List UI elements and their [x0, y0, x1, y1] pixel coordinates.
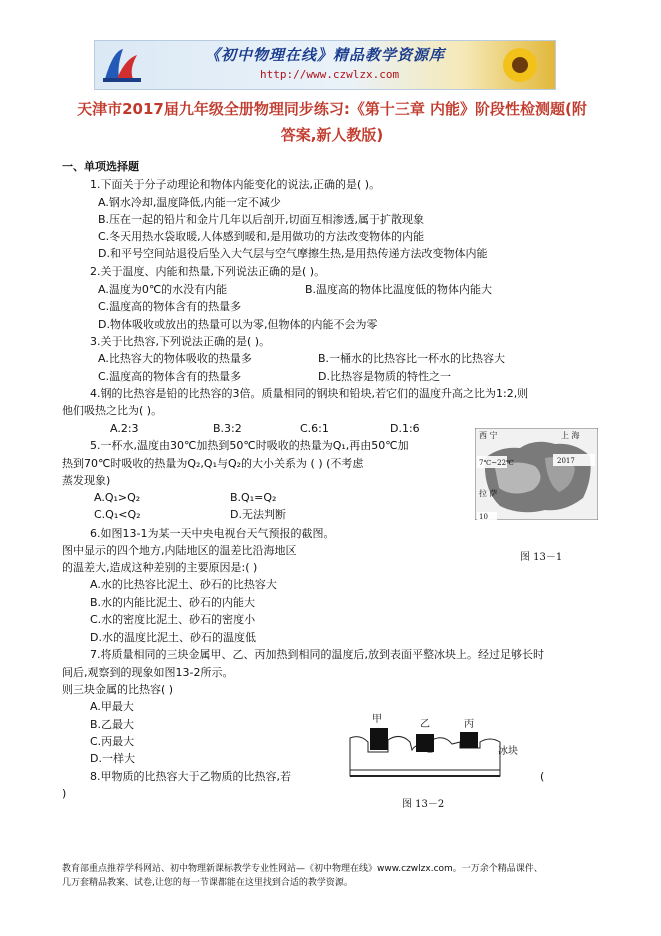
q4-stem-line1: 4.钢的比热容是铅的比热容的3倍。质量相同的钢块和铅块,若它们的温度升高之比为1:2,则 — [90, 387, 529, 400]
figure-13-2-caption: 图 13－2 — [402, 799, 445, 810]
q3-option-d: D.比热容是物质的特性之一 — [318, 370, 451, 383]
q7-stem-line2: 间后,观察到的现象如图13-2所示。 — [62, 666, 234, 679]
weather-map-figure — [475, 428, 598, 520]
footer-line2: 几万套精品教案、试卷,让您的每一节课都能在这里找到合适的教学资源。 — [62, 878, 353, 888]
q1-option-a: A.钢水冷却,温度降低,内能一定不减少 — [98, 196, 281, 209]
q5-option-c: C.Q₁<Q₂ — [94, 508, 141, 521]
label-jia: 甲 — [372, 714, 382, 725]
q8-stem-line1: 8.甲物质的比热容大于乙物质的比热容,若 — [90, 770, 291, 783]
q6-option-c: C.水的密度比泥土、砂石的密度小 — [90, 613, 256, 626]
map-label-temp2: 2017 — [557, 457, 575, 465]
q7-option-a: A.甲最大 — [90, 700, 134, 713]
q5-stem-line2: 热到70℃时吸收的热量为Q₂,Q₁与Q₂的大小关系为 ( ) (不考虑 — [62, 457, 364, 470]
q6-option-a: A.水的比热容比泥土、砂石的比热容大 — [90, 578, 277, 591]
q4-option-c: C.6:1 — [300, 422, 329, 435]
metal-block-jia — [370, 728, 388, 750]
footer-line1: 教育部重点推荐学科网站、初中物理新课标教学专业性网站—《初中物理在线》www.czwlzx.com。一万余个精品课件、 — [62, 864, 543, 874]
label-ice: 冰块 — [498, 746, 518, 757]
document-title-line2: 答案,新人教版) — [280, 126, 384, 144]
q1-option-c: C.冬天用热水袋取暖,人体感到暖和,是用做功的方法改变物体的内能 — [98, 230, 425, 243]
map-label-temp3: 10 — [479, 513, 488, 520]
q5-stem-line3: 蒸发现象) — [62, 474, 111, 487]
q5-option-b: B.Q₁=Q₂ — [230, 491, 277, 504]
q6-stem-line2: 图中显示的四个地方,内陆地区的温差比沿海地区 — [62, 544, 297, 557]
q3-option-b: B.一桶水的比热容比一杯水的比热容大 — [318, 352, 506, 365]
document-title — [62, 96, 602, 148]
q7-option-c: C.丙最大 — [90, 735, 135, 748]
map-label-xining: 西 宁 — [479, 431, 498, 440]
q7-option-d: D.一样大 — [90, 752, 135, 765]
map-label-temp1: 7℃~22℃ — [479, 459, 514, 467]
q1-stem: 1.下面关于分子动理论和物体内能变化的说法,正确的是( )。 — [90, 178, 381, 191]
q4-option-a: A.2:3 — [110, 422, 139, 435]
q3-stem: 3.关于比热容,下列说法正确的是( )。 — [90, 335, 271, 348]
q3-option-c: C.温度高的物体含有的热量多 — [98, 370, 242, 383]
banner-url[interactable]: http://www.czwlzx.com — [260, 68, 400, 81]
q7-option-b: B.乙最大 — [90, 718, 135, 731]
q2-option-c: C.温度高的物体含有的热量多 — [98, 300, 242, 313]
q8-paren-close: ) — [62, 787, 67, 800]
q5-option-d: D.无法判断 — [230, 508, 286, 521]
q2-stem: 2.关于温度、内能和热量,下列说法正确的是( )。 — [90, 265, 326, 278]
map-label-shanghai: 上 海 — [561, 431, 580, 440]
banner-title: 《初中物理在线》精品教学资源库 — [205, 46, 446, 64]
section-heading: 一、单项选择题 — [62, 160, 139, 173]
q6-option-b: B.水的内能比泥土、砂石的内能大 — [90, 596, 256, 609]
q5-stem-line1: 5.一杯水,温度由30℃加热到50℃时吸收的热量为Q₁,再由50℃加 — [90, 439, 409, 452]
metal-block-yi — [416, 734, 434, 752]
map-label-lasa: 拉 萨 — [479, 489, 498, 498]
q6-stem-line1: 6.如图13-1为某一天中央电视台天气预报的截图。 — [90, 527, 335, 540]
label-yi: 乙 — [420, 719, 430, 730]
document-title-line1: 天津市2017届九年级全册物理同步练习:《第十三章 内能》阶段性检测题(附 — [77, 100, 587, 118]
site-logo-icon — [99, 45, 145, 85]
sunflower-icon — [495, 44, 545, 86]
q6-option-d: D.水的温度比泥土、砂石的温度低 — [90, 631, 256, 644]
q2-option-b: B.温度高的物体比温度低的物体内能大 — [305, 283, 493, 296]
q3-option-a: A.比热容大的物体吸收的热量多 — [98, 352, 252, 365]
q4-option-b: B.3:2 — [213, 422, 242, 435]
header-banner — [94, 40, 556, 90]
ice-block-figure — [340, 712, 525, 782]
q2-option-a: A.温度为0℃的水没有内能 — [98, 283, 228, 296]
figure-13-1-caption: 图 13－1 — [520, 552, 563, 563]
metal-block-bing — [460, 732, 478, 748]
q5-option-a: A.Q₁>Q₂ — [94, 491, 141, 504]
label-bing: 丙 — [464, 719, 474, 730]
q7-stem-line1: 7.将质量相同的三块金属甲、乙、丙加热到相同的温度后,放到表面平整冰块上。经过足够长时 — [90, 648, 544, 661]
q8-paren-open: ( — [540, 770, 545, 783]
q7-stem-line3: 则三块金属的比热容( ) — [62, 683, 174, 696]
q4-stem-line2: 他们吸热之比为( )。 — [62, 404, 163, 417]
q1-option-b: B.压在一起的铅片和金片几年以后剖开,切面互相渗透,属于扩散现象 — [98, 213, 425, 226]
q6-stem-line3: 的温差大,造成这种差别的主要原因是:( ) — [62, 561, 258, 574]
q1-option-d: D.和平号空间站退役后坠入大气层与空气摩擦生热,是用热传递方法改变物体内能 — [98, 247, 488, 260]
q2-option-d: D.物体吸收或放出的热量可以为零,但物体的内能不会为零 — [98, 318, 378, 331]
q4-option-d: D.1:6 — [390, 422, 420, 435]
